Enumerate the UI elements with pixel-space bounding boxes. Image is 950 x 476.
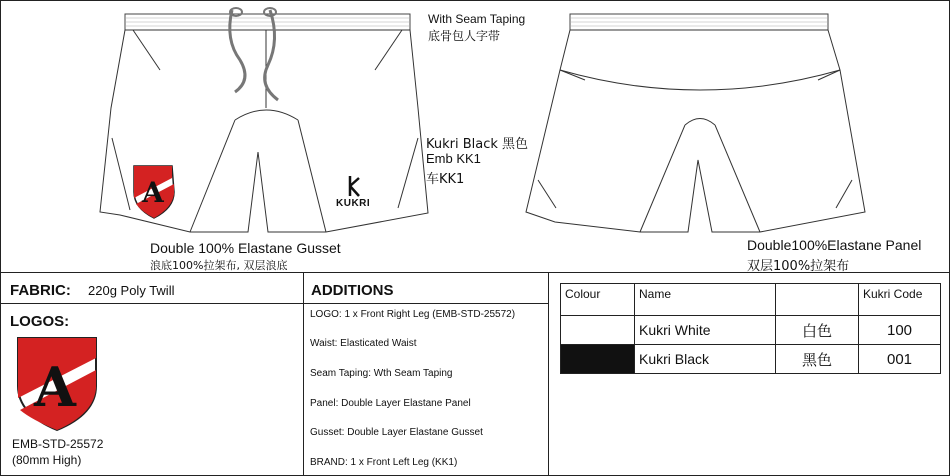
panel-label-cn: 双层100%拉架布 <box>747 259 850 274</box>
colour-row-white <box>561 316 941 345</box>
colour-name-cn: 白色 <box>776 316 859 345</box>
kukri-brand-text: KUKRI <box>336 198 371 209</box>
logos-heading: LOGOS: <box>10 313 70 330</box>
colour-code: 100 <box>859 316 941 345</box>
seam-taping-label: With Seam Taping <box>428 12 526 26</box>
addition-brand: BRAND: 1 x Front Left Leg (KK1) <box>310 457 458 468</box>
divider-col2 <box>548 272 549 476</box>
fabric-heading: FABRIC: <box>10 282 71 299</box>
colour-code: 001 <box>859 345 941 374</box>
addition-seam-taping: Seam Taping: Wth Seam Taping <box>310 368 453 379</box>
addition-gusset: Gusset: Double Layer Elastane Gusset <box>310 427 483 438</box>
colour-row-black <box>561 345 941 374</box>
colour-table-header <box>561 284 941 316</box>
seam-taping-label-cn: 底骨包人字带 <box>428 29 501 43</box>
colour-table <box>560 283 941 374</box>
addition-panel: Panel: Double Layer Elastane Panel <box>310 398 471 409</box>
addition-waist: Waist: Elasticated Waist <box>310 338 417 349</box>
fabric-value: 220g Poly Twill <box>88 283 175 298</box>
svg-text:A: A <box>34 355 76 419</box>
colour-name: Kukri White <box>635 316 776 345</box>
gusset-label-cn: 浪底100%拉架布, 双层浪底 <box>150 259 288 272</box>
colour-swatch <box>561 345 635 374</box>
embroidery-code-label: Emb KK1 <box>426 151 481 166</box>
logo-size: (80mm High) <box>12 453 82 467</box>
colour-name-cn: 黑色 <box>776 345 859 374</box>
header-colour: Colour <box>561 284 635 316</box>
additions-heading: ADDITIONS <box>311 282 394 299</box>
panel-label: Double100%Elastane Panel <box>747 237 922 253</box>
embroidery-code-label-cn: 车KK1 <box>426 172 465 187</box>
header-name: Name <box>635 284 776 316</box>
colour-name: Kukri Black <box>635 345 776 374</box>
colour-swatch <box>561 316 635 345</box>
header-chinese <box>776 284 859 316</box>
gusset-label: Double 100% Elastane Gusset <box>150 240 341 256</box>
divider-fabric <box>0 303 548 304</box>
back-shorts <box>526 14 865 232</box>
thread-colour-label: Kukri Black 黑色 <box>426 137 529 152</box>
addition-logo: LOGO: 1 x Front Right Leg (EMB-STD-25572) <box>310 309 516 320</box>
crest-logo <box>14 336 100 432</box>
svg-text:A: A <box>142 176 164 209</box>
logo-code: EMB-STD-25572 <box>12 437 104 451</box>
header-kukri-code: Kukri Code <box>859 284 941 316</box>
